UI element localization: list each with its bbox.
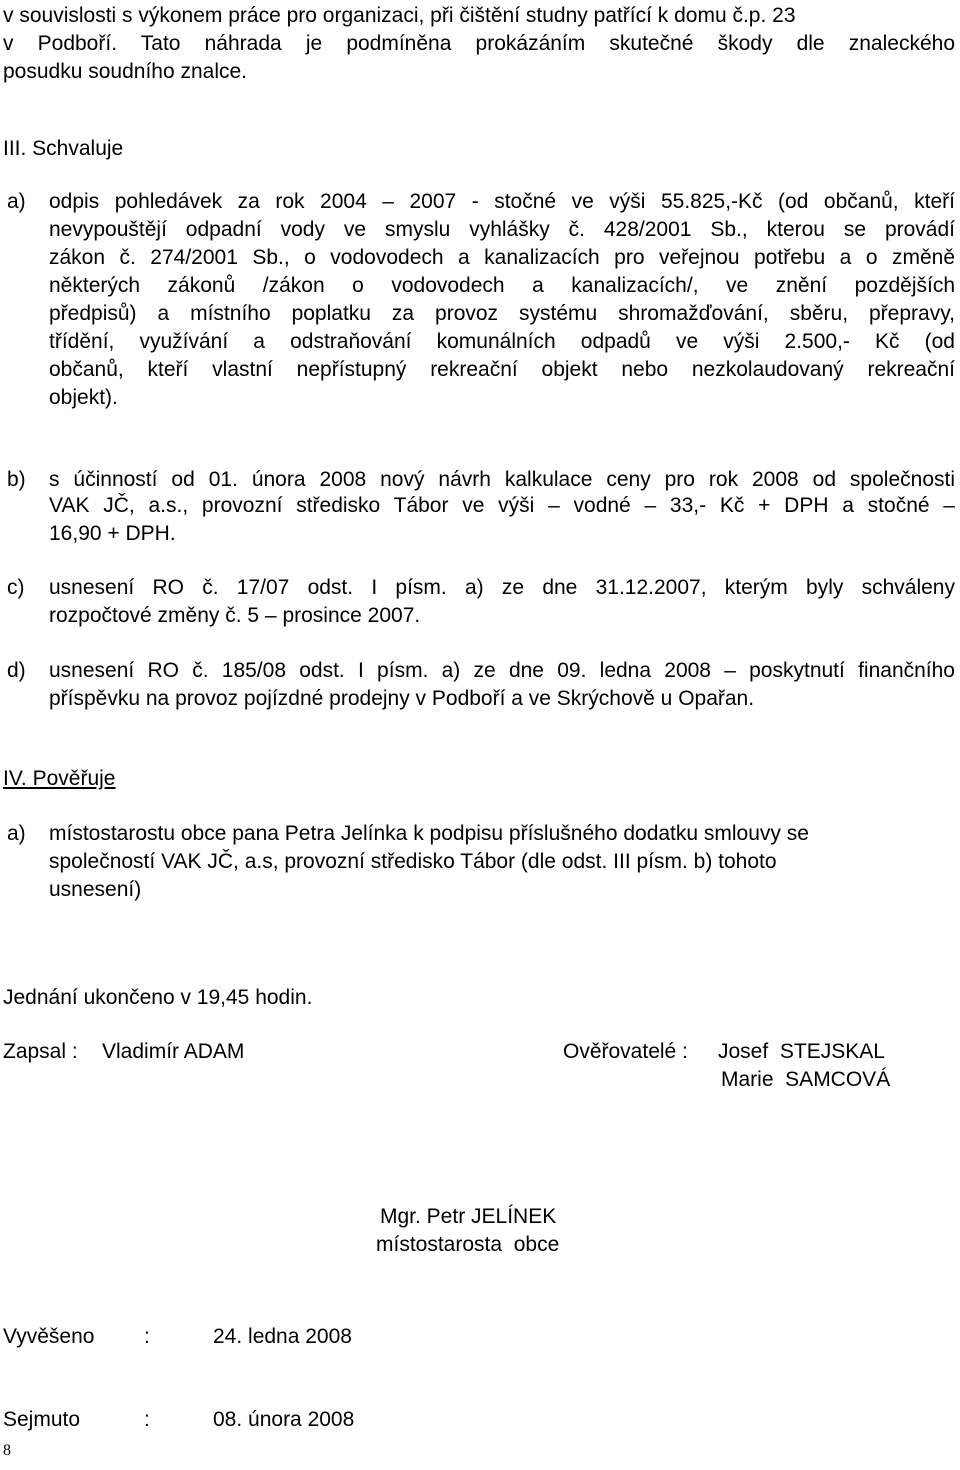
removed-date: 08. února 2008 [213, 1408, 355, 1431]
posted-label: Vyvěšeno [3, 1325, 95, 1348]
item-3b-line-3: 16,90 + DPH. [49, 522, 176, 545]
item-4a-line-3: usnesení) [49, 878, 142, 901]
removed-label: Sejmuto [3, 1408, 81, 1431]
item-3a-line-2: nevypouštějí odpadní vody ve smyslu vyhlášky č. 428/2001 Sb., kterou se provádí [49, 218, 955, 241]
item-3d-marker: d) [7, 659, 26, 682]
posted-separator: : [144, 1325, 150, 1348]
intro-line-2: v Podboří. Tato náhrada je podmíněna prokázáním skutečné škody dle znaleckého [3, 32, 955, 55]
item-3b-line-1: s účinností od 01. února 2008 nový návrh kalkulace ceny pro rok 2008 od společnosti [49, 468, 955, 491]
page-number: 8 [3, 1442, 11, 1459]
removed-separator: : [144, 1408, 150, 1431]
item-3a-line-5: předpisů) a místního poplatku za provoz systému shromažďování, sběru, přepravy, [49, 302, 955, 325]
section-3-heading: III. Schvaluje [3, 137, 124, 160]
item-3b-line-2: VAK JČ, a.s., provozní středisko Tábor ve výši – vodné – 33,- Kč + DPH a stočné – [49, 494, 955, 517]
item-4a-marker: a) [7, 822, 26, 845]
item-3c-line-1: usnesení RO č. 17/07 odst. I písm. a) ze dne 31.12.2007, kterým byly schváleny [49, 576, 955, 599]
item-3a-line-4: některých zákonů /zákon o vodovodech a kanalizacích/, ve znění pozdějších [49, 274, 955, 297]
item-3a-marker: a) [7, 190, 26, 213]
verifiers-label: Ověřovatelé : [563, 1040, 688, 1063]
item-3c-line-2: rozpočtové změny č. 5 – prosince 2007. [49, 604, 421, 627]
item-3a-line-3: zákon č. 274/2001 Sb., o vodovodech a kanalizacích pro veřejnou potřebu a o změně [49, 246, 955, 269]
mayor-name: Mgr. Petr JELÍNEK [380, 1205, 557, 1228]
item-3a-line-1: odpis pohledávek za rok 2004 – 2007 - stočné ve výši 55.825,-Kč (od občanů, kteří [49, 190, 955, 213]
item-3d-line-2: příspěvku na provoz pojízdné prodejny v Podboří a ve Skrýchově u Opařan. [49, 687, 755, 710]
intro-line-3: posudku soudního znalce. [3, 60, 248, 83]
item-3d-line-1: usnesení RO č. 185/08 odst. I písm. a) ze dne 09. ledna 2008 – poskytnutí finančního [49, 659, 955, 682]
intro-line-1 [3, 4, 955, 28]
item-4a-line-1: místostarostu obce pana Petra Jelínka k podpisu příslušného dodatku smlouvy se [49, 822, 809, 845]
item-3a-line-8: objekt). [49, 386, 118, 409]
item-3b-marker: b) [7, 468, 26, 491]
item-3a-line-7: občanů, kteří vlastní nepřístupný rekreační objekt nebo nezkolaudovaný rekreační [49, 358, 955, 381]
intro-line-1-text: v souvislosti s výkonem práce pro organizaci, při čištění studny patřící k domu č.p. 23 [3, 4, 796, 27]
verifier-2-name: Marie SAMCOVÁ [721, 1068, 891, 1091]
mayor-title: místostarosta obce [376, 1233, 560, 1256]
verifier-1-name: Josef STEJSKAL [718, 1040, 885, 1063]
item-3a-line-6: třídění, využívání a odstraňování komunálních odpadů ve výši 2.500,- Kč (od [49, 330, 955, 353]
posted-date: 24. ledna 2008 [213, 1325, 352, 1348]
item-3c-marker: c) [7, 576, 25, 599]
recorder-name: Vladimír ADAM [102, 1040, 245, 1063]
closing-statement: Jednání ukončeno v 19,45 hodin. [3, 986, 313, 1009]
recorder-label: Zapsal : [3, 1040, 78, 1063]
section-4-heading: IV. Pověřuje [3, 767, 116, 790]
item-4a-line-2: společností VAK JČ, a.s, provozní středisko Tábor (dle odst. III písm. b) tohoto [49, 850, 777, 873]
